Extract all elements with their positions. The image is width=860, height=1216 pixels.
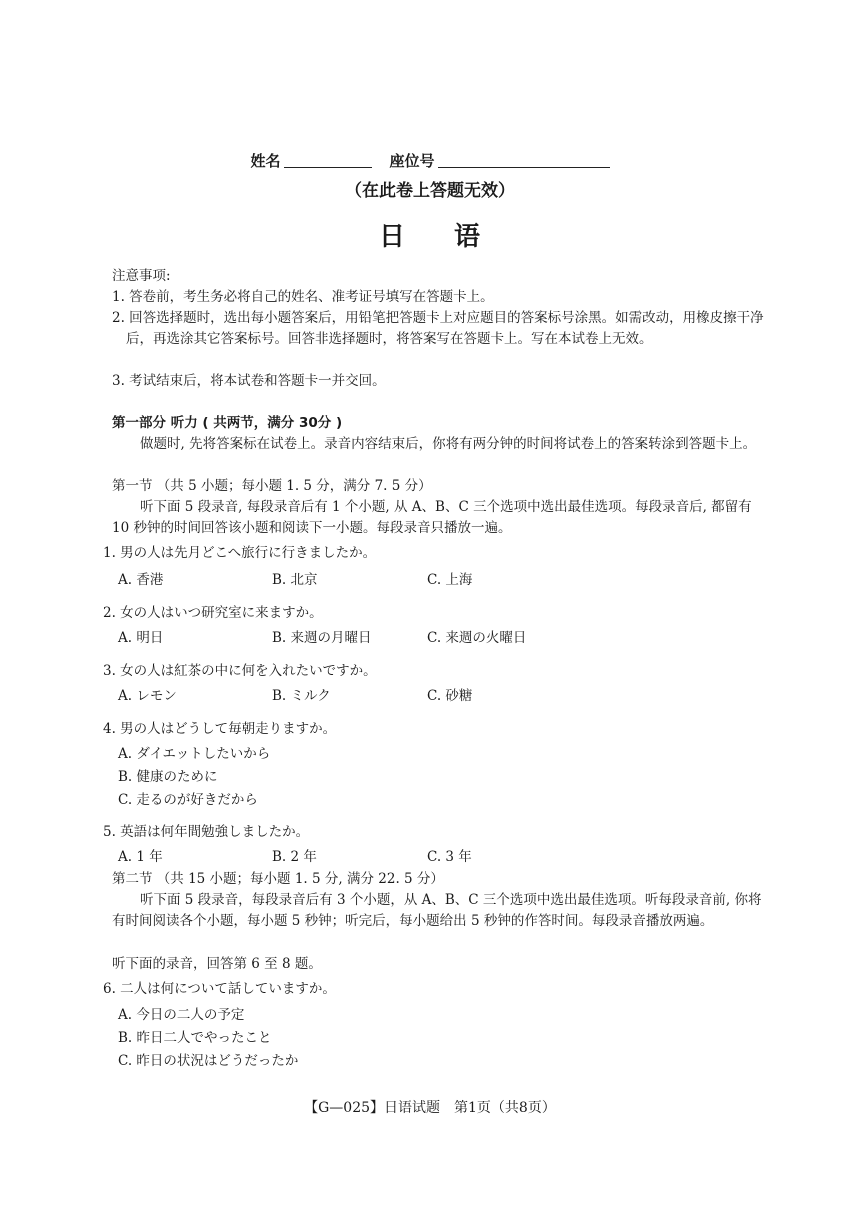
note-item-1: 1. 答卷前，考生务必将自己的姓名、准考证号填写在答题卡上。 xyxy=(112,289,494,305)
part1-title: 第一部分 听力 ( 共两节，满分 30分 ) xyxy=(112,415,343,431)
question-3-option-a: A. レモン xyxy=(118,688,177,704)
section2-instruction: 听下面 5 段录音，每段录音后有 3 个小题，从 A、B、C 三个选项中选出最佳选项。听每段录音前, 你将有时间阅读各个小题，每小题 5 秒钟；听完后，每小题给出 5 秒钟的作答时间。每段录音播放两遍。 xyxy=(112,892,762,929)
question-4-option-c: C. 走るのが好きだから xyxy=(118,792,258,808)
question-1-option-b: B. 北京 xyxy=(272,572,318,588)
subject-char-1: 日 xyxy=(378,222,406,252)
seat-blank xyxy=(438,153,610,168)
question-5-stem: 5. 英語は何年間勉強しましたか。 xyxy=(103,824,310,840)
question-2-stem: 2. 女の人はいつ研究室に来ますか。 xyxy=(103,605,323,621)
page-footer: 【G—025】日语试题 第1页（共8页） xyxy=(304,1100,556,1116)
part1-instruction: 做题时, 先将答案标在试卷上。录音内容结束后，你将有两分钟的时间将试卷上的答案转涂到答题卡上。 xyxy=(140,436,757,452)
question-6-option-a: A. 今日の二人の予定 xyxy=(118,1007,245,1023)
question-4-option-a: A. ダイエットしたいから xyxy=(118,746,271,762)
question-2-option-a: A. 明日 xyxy=(118,630,164,646)
question-6-option-c: C. 昨日の状況はどうだったか xyxy=(118,1053,299,1069)
seat-label: 座位号 xyxy=(389,152,435,170)
question-1-option-c: C. 上海 xyxy=(427,572,473,588)
question-5-option-c: C. 3 年 xyxy=(427,849,472,865)
question-1-stem: 1. 男の人は先月どこへ旅行に行きましたか。 xyxy=(103,545,377,561)
question-4-option-b: B. 健康のために xyxy=(118,769,218,785)
question-2-option-c: C. 来週の火曜日 xyxy=(427,630,527,646)
name-blank xyxy=(284,153,372,168)
question-1-option-a: A. 香港 xyxy=(118,572,164,588)
section1-title: 第一节 （共 5 小题；每小题 1. 5 分，满分 7. 5 分） xyxy=(112,478,432,494)
note-item-2: 2. 回答选择题时，选出每小题答案后，用铅笔把答题卡上对应题目的答案标号涂黑。如需改动，用橡皮擦干净后，再选涂其它答案标号。回答非选择题时，将答案写在答题卡上。写在本试卷上无效。 xyxy=(112,310,764,347)
subject-char-2: 语 xyxy=(454,222,482,252)
question-3-stem: 3. 女の人は紅茶の中に何を入れたいですか。 xyxy=(103,663,377,679)
note-item-3: 3. 考试结束后，将本试卷和答题卡一并交回。 xyxy=(112,373,386,389)
section1-instruction: 听下面 5 段录音, 每段录音后有 1 个小题, 从 A、B、C 三个选项中选出最佳选项。每段录音后, 都留有 10 秒钟的时间回答该小题和阅读下一小题。每段录音只播放一遍。 xyxy=(112,499,752,536)
question-6-option-b: B. 昨日二人でやったこと xyxy=(118,1030,272,1046)
question-3-option-b: B. ミルク xyxy=(272,688,331,704)
name-seat-line xyxy=(0,150,860,171)
section2-group-intro: 听下面的录音，回答第 6 至 8 题。 xyxy=(112,956,322,972)
question-3-option-c: C. 砂糖 xyxy=(427,688,473,704)
subject-title xyxy=(0,216,860,253)
invalid-note: （在此卷上答题无效） xyxy=(345,181,515,201)
name-label: 姓名 xyxy=(250,152,281,170)
question-5-option-b: B. 2 年 xyxy=(272,849,317,865)
section2-title: 第二节 （共 15 小题；每小题 1. 5 分, 满分 22. 5 分） xyxy=(112,871,444,887)
question-5-option-a: A. 1 年 xyxy=(118,849,163,865)
notes-title: 注意事项: xyxy=(112,268,171,284)
question-6-stem: 6. 二人は何について話していますか。 xyxy=(103,981,336,997)
question-2-option-b: B. 来週の月曜日 xyxy=(272,630,372,646)
question-4-stem: 4. 男の人はどうして毎朝走りますか。 xyxy=(103,721,337,737)
